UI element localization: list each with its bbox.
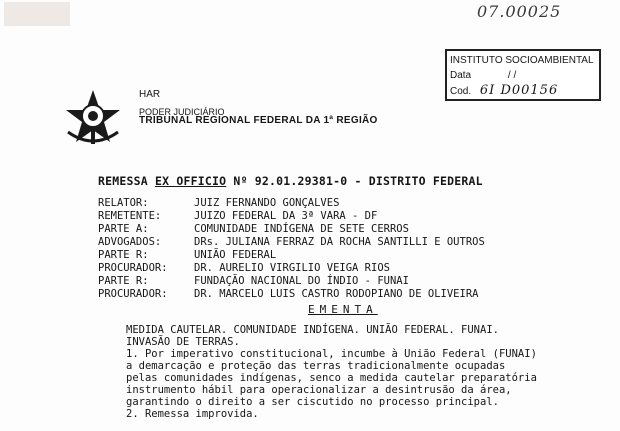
case-title-ex-officio: EX OFFICIO <box>155 174 227 188</box>
party-row <box>98 262 485 275</box>
party-value: JUIZ FERNANDO GONÇALVES <box>194 197 340 209</box>
party-row <box>98 197 485 210</box>
stamp-date-value: / / <box>507 70 517 81</box>
corner-mark <box>4 2 70 26</box>
party-label: RELATOR: <box>98 197 149 209</box>
ementa-line: pelas comunidades indígenas, senco a medida cautelar preparatória <box>126 372 537 384</box>
ementa-line: 2. Remessa improvida. <box>126 408 259 420</box>
header-branch: PODER JUDICIÁRIO <box>139 107 225 117</box>
case-title-prefix: REMESSA <box>98 174 155 188</box>
case-title <box>98 174 483 188</box>
party-label: PARTE R: <box>98 249 149 261</box>
ementa-body <box>126 324 537 420</box>
party-value: DR. MARCELO LUIS CASTRO RODOPIANO DE OLIVEIRA <box>194 288 479 300</box>
institution-stamp <box>445 49 601 101</box>
case-title-suffix: Nº 92.01.29381-0 - DISTRITO FEDERAL <box>226 174 483 188</box>
party-row <box>98 288 485 301</box>
party-value: COMUNIDADE INDÍGENA DE SETE CERROS <box>194 223 409 235</box>
party-label: PROCURADOR: <box>98 262 168 274</box>
ementa-line: instrumento hábil para operacionalizar a desintrusão da área, <box>126 384 512 396</box>
ementa-line: a demarcação e proteção das terras tradicionalmente ocupadas <box>126 360 506 372</box>
coat-of-arms-icon <box>62 88 124 146</box>
ementa-line: garantindo o direito a ser ciscutido no processo principal. <box>126 396 499 408</box>
ementa-heading: EMENTA <box>308 303 378 316</box>
header-initials: HAR <box>139 89 161 100</box>
ementa-line: INVASÃO DE TERRAS. <box>126 336 240 348</box>
party-value: UNIÃO FEDERAL <box>194 249 277 261</box>
stamp-date-label: Data <box>450 70 472 81</box>
party-label: PARTE A: <box>98 223 149 235</box>
party-label: ADVOGADOS: <box>98 236 162 248</box>
parties-list <box>98 197 485 301</box>
party-value: DR. AURELIO VIRGILIO VEIGA RIOS <box>194 262 390 274</box>
stamp-code-value: 6I D00156 <box>479 83 559 98</box>
court-name: TRIBUNAL REGIONAL FEDERAL DA 1ª REGIÃO <box>139 115 378 126</box>
party-label: PARTE R: <box>98 275 149 287</box>
stamp-code-label: Cod. <box>450 86 472 97</box>
stamp-date-row <box>450 68 599 83</box>
party-row <box>98 236 485 249</box>
party-row <box>98 249 485 262</box>
party-row <box>98 210 485 223</box>
stamp-code-row <box>450 83 599 98</box>
ementa-line: 1. Por imperativo constitucional, incumbe à União Federal (FUNAI) <box>126 348 537 360</box>
party-value: FUNDAÇÃO NACIONAL DO ÍNDIO - FUNAI <box>194 275 409 287</box>
stamp-institution: INSTITUTO SOCIOAMBIENTAL <box>450 55 594 66</box>
party-label: PROCURADOR: <box>98 288 168 300</box>
ementa-line: MEDIDA CAUTELAR. COMUNIDADE INDÍGENA. UNIÃO FEDERAL. FUNAI. <box>126 324 499 336</box>
handwritten-number: 07.00025 <box>477 2 562 21</box>
party-row <box>98 223 485 236</box>
party-row <box>98 275 485 288</box>
party-value: JUIZO FEDERAL DA 3ª VARA - DF <box>194 210 378 222</box>
party-value: DRs. JULIANA FERRAZ DA ROCHA SANTILLI E OUTROS <box>194 236 485 248</box>
party-label: REMETENTE: <box>98 210 162 222</box>
